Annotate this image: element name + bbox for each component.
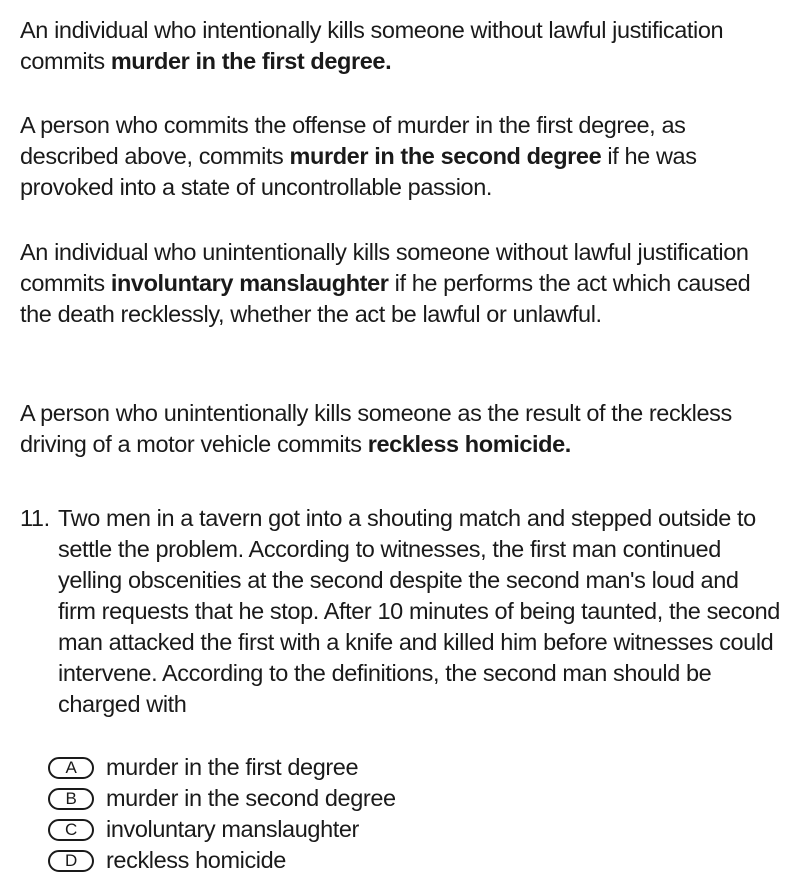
answer-option-text: murder in the first degree — [106, 754, 359, 780]
definition-text: A person who unintentionally kills someone as the result of the reckless driving of a motor vehicle commits — [20, 400, 732, 457]
definition-term: reckless homicide. — [367, 431, 571, 457]
definition-involuntary-manslaughter — [20, 237, 780, 330]
answer-option-a[interactable] — [48, 752, 396, 783]
definition-term: involuntary manslaughter — [110, 270, 389, 296]
definition-term: murder in the first degree. — [110, 48, 392, 74]
definition-reckless-homicide — [20, 398, 780, 460]
definition-text: An individual who unintentionally kills someone without lawful justification commits — [20, 239, 749, 296]
answer-bubble-d[interactable]: D — [48, 850, 94, 872]
definition-second-degree-murder — [20, 110, 780, 203]
question-number: 11. — [20, 505, 50, 531]
answer-bubble-a[interactable]: A — [48, 757, 94, 779]
question-stem: Two men in a tavern got into a shouting match and stepped outside to settle the problem. According to witnesses, the first man continued yelling obscenities at the second despite the second man's loud and firm requests that he stop. After 10 minutes of being taunted, the second man attacked the first with a knife and killed him before witnesses could intervene. According to the definitions, the second man should be charged with — [58, 505, 780, 717]
answer-option-text: reckless homicide — [106, 847, 286, 873]
answer-bubble-c[interactable]: C — [48, 819, 94, 841]
answer-option-text: murder in the second degree — [106, 785, 396, 811]
definition-first-degree-murder — [20, 15, 780, 77]
answer-options — [48, 752, 396, 876]
definition-text: An individual who intentionally kills someone without lawful justification commits — [20, 17, 724, 74]
definition-text-after: if he performs the act which caused the death recklessly, whether the act be lawful or unlawful. — [20, 270, 751, 327]
definition-text: A person who commits the offense of murder in the first degree, as described above, commits — [20, 112, 686, 169]
answer-option-text: involuntary manslaughter — [106, 816, 359, 842]
definition-text-after: if he was provoked into a state of uncontrollable passion. — [20, 143, 697, 200]
answer-option-c[interactable] — [48, 814, 396, 845]
answer-option-d[interactable] — [48, 845, 396, 876]
answer-bubble-b[interactable]: B — [48, 788, 94, 810]
answer-option-b[interactable] — [48, 783, 396, 814]
definition-term: murder in the second degree — [289, 143, 602, 169]
